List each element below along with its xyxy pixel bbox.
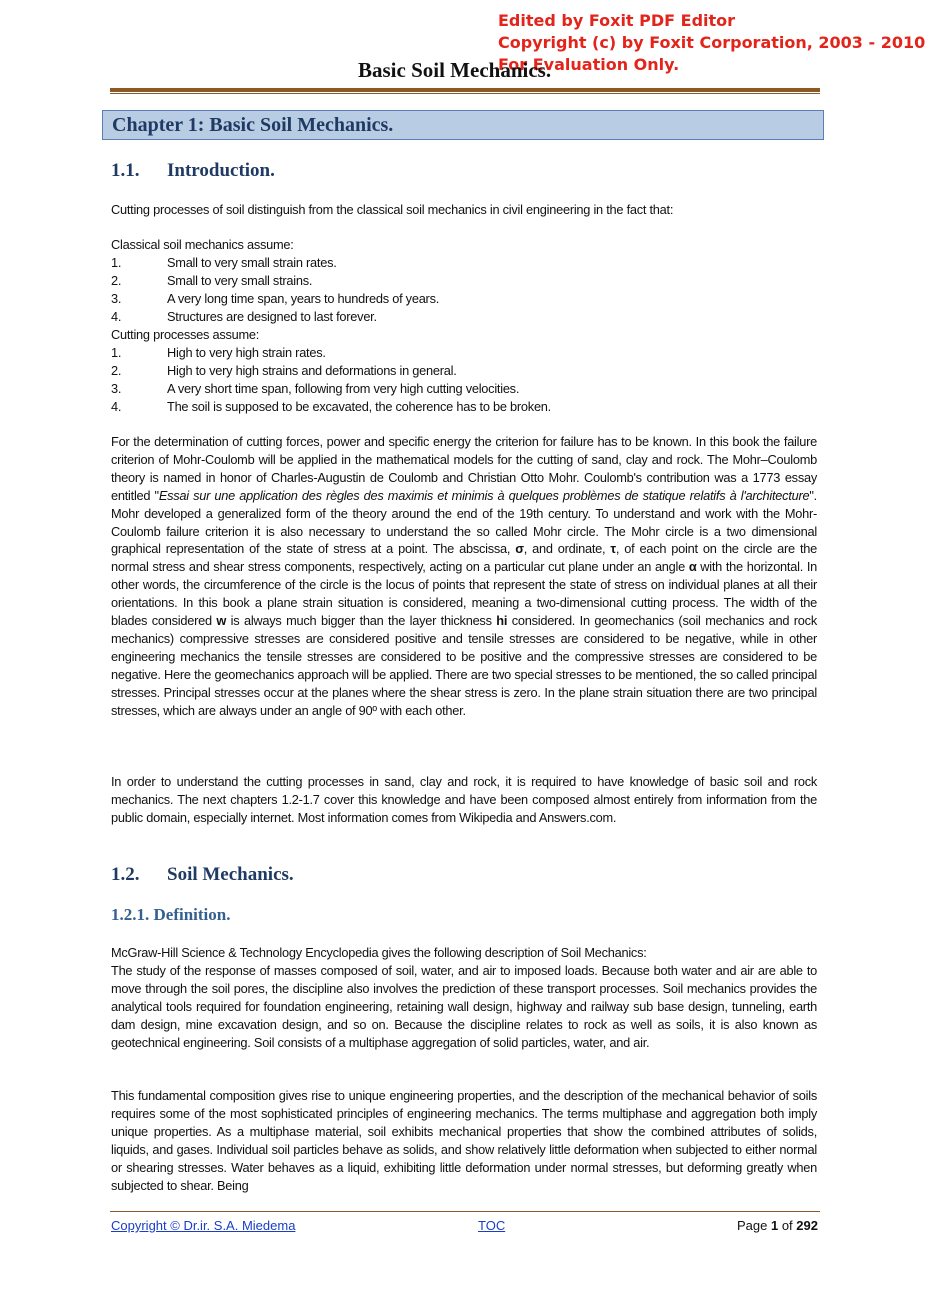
section-number: 1.2. xyxy=(111,864,140,885)
header-rule xyxy=(110,88,820,92)
running-head: Basic Soil Mechanics. xyxy=(358,58,552,82)
section-number: 1.1. xyxy=(111,160,140,181)
definition-intro: McGraw-Hill Science & Technology Encyclopedia gives the following description of Soil Mechanics: xyxy=(111,945,647,960)
cutting-heading: Cutting processes assume: xyxy=(111,327,260,342)
watermark-line-1: Edited by Foxit PDF Editor xyxy=(498,11,736,30)
foxit-watermark xyxy=(498,10,925,76)
header-rule-thin xyxy=(110,93,820,94)
section-title: Introduction. xyxy=(167,160,275,181)
subsection-heading-1-2-1: 1.2.1. Definition. xyxy=(111,905,231,924)
toc-link[interactable]: TOC xyxy=(478,1218,506,1233)
definition-paragraph: The study of the response of masses composed of soil, water, and air to imposed loads. Because both water and air are able to move through the soil pores, the discipline also involves the prediction of these transport processes. Soil mechanics provides the analytical tools required for foundation engineering, retaining wall design, highway and railway sub base design, tunneling, earth dam design, mine excavation design, and so on. Because the discipline relates to rock as well as soils, it is also known as geotechnical engineering. Soil consists of a multiphase aggregation of solid particles, water, and air. xyxy=(111,963,817,1050)
watermark-line-2: Copyright (c) by Foxit Corporation, 2003 - 2010 xyxy=(498,33,926,52)
footer-rule xyxy=(110,1211,820,1212)
chapter-title: Chapter 1: Basic Soil Mechanics. xyxy=(112,114,394,136)
page-number: Page 1 of 292 xyxy=(737,1218,818,1233)
section-title: Soil Mechanics. xyxy=(167,864,294,885)
chapter-heading-box xyxy=(102,110,824,140)
copyright-link[interactable]: Copyright © Dr.ir. S.A. Miedema xyxy=(111,1218,296,1233)
knowledge-paragraph: In order to understand the cutting processes in sand, clay and rock, it is required to have knowledge of basic soil and rock mechanics. The next chapters 1.2-1.7 cover this knowledge and have been composed almost entirely from information from the public domain, especially internet. Most information comes from Wikipedia and Answers.com. xyxy=(111,774,817,825)
mohr-coulomb-paragraph: For the determination of cutting forces, power and specific energy the criterion for failure has to be known. In this book the failure criterion of Mohr-Coulomb will be applied in the mathematical models for the cutting of sand, clay and rock. The Mohr–Coulomb theory is named in honor of Charles-Augustin de Coulomb and Christian Otto Mohr. Coulomb's contribution was a 1773 essay entitled "Essai sur une application des règles des maximis et minimis à quelques problèmes de statique relatifs à l'architecture". Mohr developed a generalized form of the theory around the end of the 19th century. To understand and work with the Mohr-Coulomb failure criterion it is also necessary to understand the so called Mohr circle. The Mohr circle is a two dimensional graphical representation of the state of stress at a point. The abscissa, σ, and ordinate, τ, of each point on the circle are the normal stress and shear stress components, respectively, acting on a particular cut plane under an angle α with the horizontal. In other words, the circumference of the circle is the locus of points that represent the state of stress on individual planes at all their orientations. In this book a plane strain situation is considered, meaning a two-dimensional cutting process. The width of the blades considered w is always much bigger than the layer thickness hi considered. In geomechanics (soil mechanics and rock mechanics) compressive stresses are considered positive and tensile stresses are considered to be negative, while in other engineering mechanics the tensile stresses are considered to be positive and the compressive stresses are considered to be negative. Here the geomechanics approach will be applied. There are two special stresses to be mentioned, the so called principal stresses. Principal stresses occur at the planes where the shear stress is zero. In the plane strain situation there are two principal stresses, which are always under an angle of 90º with each other. xyxy=(111,434,818,718)
classical-heading: Classical soil mechanics assume: xyxy=(111,237,294,252)
composition-paragraph: This fundamental composition gives rise to unique engineering properties, and the description of the mechanical behavior of soils requires some of the most sophisticated principles of engineering mechanics. The terms multiphase and aggregation both imply unique properties. As a multiphase material, soil exhibits mechanical properties that show the combined attributes of solids, liquids, and gases. Individual soil particles behave as solids, and show relatively little deformation when subjected to either normal or shearing stresses. Water behaves as a liquid, exhibiting little deformation under normal stresses, but deforming greatly when subjected to shear. Being xyxy=(111,1088,817,1193)
watermark-line-3: For Evaluation Only. xyxy=(498,55,680,74)
intro-sentence: Cutting processes of soil distinguish from the classical soil mechanics in civil engineering in the fact that: xyxy=(111,202,674,217)
